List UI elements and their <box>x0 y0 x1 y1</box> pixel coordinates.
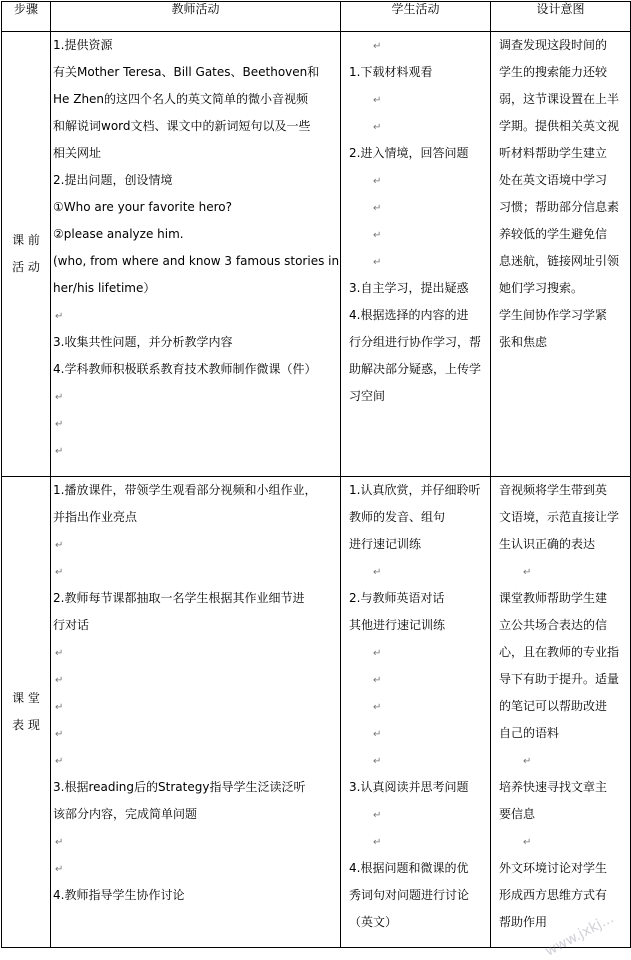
student-activity-cell <box>341 477 491 948</box>
teacher-line: her/his lifetime） <box>53 281 156 295</box>
paragraph-mark-icon: ↵ <box>523 756 532 767</box>
student-line <box>341 113 490 140</box>
teacher-line: 1.播放课件，带领学生观看部分视频和小组作业， <box>53 483 317 497</box>
student-line <box>341 666 490 693</box>
intent-line: 她们学习搜索。 <box>499 281 584 295</box>
intent-line: 心，且在教师的专业指 <box>499 645 620 659</box>
intent-line: 导下有助于提升。适量 <box>499 672 620 686</box>
teacher-line <box>51 558 340 585</box>
intent-line: 学生间协作学习学紧 <box>499 308 608 322</box>
paragraph-mark-icon: ↵ <box>523 837 532 848</box>
intent-line <box>491 828 630 855</box>
teacher-line: (who, from where and know 3 famous stories in <box>53 254 340 268</box>
paragraph-mark-icon: ↵ <box>373 837 382 848</box>
intent-line: 的笔记可以帮助改进 <box>499 699 608 713</box>
student-line <box>341 720 490 747</box>
teacher-line <box>51 437 340 464</box>
intent-line: 弱，这节课设置在上半 <box>499 92 620 106</box>
teacher-line: 3.根据reading后的Strategy指导学生泛读泛听 <box>53 780 306 794</box>
teacher-line: He Zhen的这四个名人的英文简单的微小音视频 <box>53 92 309 106</box>
paragraph-mark-icon: ↵ <box>55 675 64 686</box>
teacher-line: 2.教师每节课都抽取一名学生根据其作业细节进 <box>53 591 305 605</box>
header-student-activity: 学生活动 <box>341 2 491 32</box>
intent-line: 处在英文语境中学习 <box>499 173 608 187</box>
teacher-line: 4.学科教师积极联系教育技术教师制作微课（件） <box>53 362 317 376</box>
teacher-line <box>51 410 340 437</box>
student-line <box>341 747 490 774</box>
student-line <box>341 248 490 275</box>
lesson-plan-table <box>1 1 631 948</box>
intent-line <box>491 747 630 774</box>
step-label: 课 前 <box>12 233 40 247</box>
intent-line: 自己的语料 <box>499 726 560 740</box>
paragraph-mark-icon: ↵ <box>55 756 64 767</box>
paragraph-mark-icon: ↵ <box>373 41 382 52</box>
intent-line: 生认识正确的表达 <box>499 537 596 551</box>
paragraph-mark-icon: ↵ <box>373 203 382 214</box>
student-line <box>341 801 490 828</box>
teacher-line <box>51 302 340 329</box>
student-line <box>341 32 490 59</box>
teacher-line: 4.教师指导学生协作讨论 <box>53 888 185 902</box>
student-line: 3.认真阅读并思考问题 <box>349 780 469 794</box>
student-line: 进行速记训练 <box>349 537 422 551</box>
section-row <box>2 32 631 477</box>
intent-line: 课堂教师帮助学生建 <box>499 591 608 605</box>
paragraph-mark-icon: ↵ <box>55 446 64 457</box>
paragraph-mark-icon: ↵ <box>373 702 382 713</box>
intent-line: 学生的搜索能力还较 <box>499 65 608 79</box>
intent-line: 学期。提供相关英文视 <box>499 119 620 133</box>
student-line: 其他进行速记训练 <box>349 618 446 632</box>
teacher-line <box>51 666 340 693</box>
paragraph-mark-icon: ↵ <box>55 729 64 740</box>
intent-line: 习惯；帮助部分信息素 <box>499 200 620 214</box>
student-activity-cell <box>341 32 491 477</box>
teacher-line: 该部分内容，完成简单问题 <box>53 807 198 821</box>
paragraph-mark-icon: ↵ <box>55 702 64 713</box>
student-line <box>341 221 490 248</box>
step-cell <box>2 477 51 948</box>
student-line <box>341 828 490 855</box>
intent-line <box>491 558 630 585</box>
teacher-line: 有关Mother Teresa、Bill Gates、Beethoven和 <box>53 65 320 79</box>
paragraph-mark-icon: ↵ <box>55 864 64 875</box>
student-line: 秀词句对问题进行讨论 <box>349 888 470 902</box>
teacher-activity-cell <box>51 477 341 948</box>
intent-line: 帮助作用 <box>499 915 548 929</box>
teacher-line: 3.收集共性问题，并分析教学内容 <box>53 335 233 349</box>
paragraph-mark-icon: ↵ <box>373 257 382 268</box>
paragraph-mark-icon: ↵ <box>55 567 64 578</box>
teacher-line: 行对话 <box>53 618 90 632</box>
teacher-line <box>51 693 340 720</box>
student-line <box>341 693 490 720</box>
student-line: 2.与教师英语对话 <box>349 591 445 605</box>
paragraph-mark-icon: ↵ <box>373 567 382 578</box>
student-line: （英文） <box>349 915 398 929</box>
teacher-activity-cell <box>51 32 341 477</box>
teacher-line: 并指出作业亮点 <box>53 510 138 524</box>
step-label: 活 动 <box>12 260 40 274</box>
paragraph-mark-icon: ↵ <box>55 837 64 848</box>
step-label: 表 现 <box>12 718 40 732</box>
header-row <box>2 2 631 32</box>
student-line: 4.根据问题和微课的优 <box>349 861 469 875</box>
intent-line: 张和焦虑 <box>499 335 548 349</box>
teacher-line: 相关网址 <box>53 146 102 160</box>
student-line <box>341 86 490 113</box>
intent-line: 息迷航，链接网址引领 <box>499 254 620 268</box>
paragraph-mark-icon: ↵ <box>55 392 64 403</box>
student-line: 2.进入情境，回答问题 <box>349 146 469 160</box>
paragraph-mark-icon: ↵ <box>373 756 382 767</box>
paragraph-mark-icon: ↵ <box>373 810 382 821</box>
paragraph-mark-icon: ↵ <box>373 230 382 241</box>
student-line: 助解决部分疑惑，上传学 <box>349 362 482 376</box>
header-design-intent: 设计意图 <box>491 2 631 32</box>
teacher-line: 1.提供资源 <box>53 38 113 52</box>
student-line: 1.下载材料观看 <box>349 65 433 79</box>
step-label: 课 堂 <box>12 691 40 705</box>
intent-line: 立公共场合表达的信 <box>499 618 608 632</box>
intent-line: 要信息 <box>499 807 536 821</box>
intent-line: 调查发现这段时间的 <box>499 38 608 52</box>
intent-line: 音视频将学生带到英 <box>499 483 608 497</box>
student-line: 4.根据选择的内容的进 <box>349 308 469 322</box>
teacher-line <box>51 855 340 882</box>
paragraph-mark-icon: ↵ <box>373 648 382 659</box>
student-line <box>341 558 490 585</box>
intent-activity-cell <box>491 32 631 477</box>
paragraph-mark-icon: ↵ <box>55 648 64 659</box>
student-line: 3.自主学习，提出疑惑 <box>349 281 469 295</box>
teacher-line <box>51 747 340 774</box>
teacher-line <box>51 720 340 747</box>
intent-line: 培养快速寻找文章主 <box>499 780 608 794</box>
intent-line: 听材料帮助学生建立 <box>499 146 608 160</box>
intent-line: 文语境，示范直接让学 <box>499 510 620 524</box>
paragraph-mark-icon: ↵ <box>373 176 382 187</box>
header-step: 步骤 <box>2 2 51 32</box>
intent-line: 形成西方思维方式有 <box>499 888 608 902</box>
teacher-line <box>51 828 340 855</box>
watermark: www.jxkj... <box>542 910 617 960</box>
intent-activity-cell <box>491 477 631 948</box>
paragraph-mark-icon: ↵ <box>55 419 64 430</box>
student-line: 行分组进行协作学习，帮 <box>349 335 482 349</box>
step-cell <box>2 32 51 477</box>
teacher-line <box>51 639 340 666</box>
paragraph-mark-icon: ↵ <box>373 729 382 740</box>
student-line: 教师的发音、组句 <box>349 510 446 524</box>
teacher-line: ①Who are your favorite hero? <box>53 200 232 214</box>
section-row <box>2 477 631 948</box>
paragraph-mark-icon: ↵ <box>523 567 532 578</box>
paragraph-mark-icon: ↵ <box>373 122 382 133</box>
student-line <box>341 639 490 666</box>
student-line: 1.认真欣赏，并仔细聆听 <box>349 483 481 497</box>
paragraph-mark-icon: ↵ <box>373 95 382 106</box>
paragraph-mark-icon: ↵ <box>55 540 64 551</box>
student-line <box>341 194 490 221</box>
teacher-line: ②please analyze him. <box>53 227 184 241</box>
teacher-line: 2.提出问题，创设情境 <box>53 173 173 187</box>
header-teacher-activity: 教师活动 <box>51 2 341 32</box>
intent-line: 养较低的学生避免信 <box>499 227 608 241</box>
teacher-line <box>51 531 340 558</box>
teacher-line: 和解说词word文档、课文中的新词短句以及一些 <box>53 119 311 133</box>
paragraph-mark-icon: ↵ <box>55 311 64 322</box>
intent-line: 外文环境讨论对学生 <box>499 861 608 875</box>
teacher-line <box>51 383 340 410</box>
student-line: 习空间 <box>349 389 386 403</box>
paragraph-mark-icon: ↵ <box>373 675 382 686</box>
student-line <box>341 167 490 194</box>
